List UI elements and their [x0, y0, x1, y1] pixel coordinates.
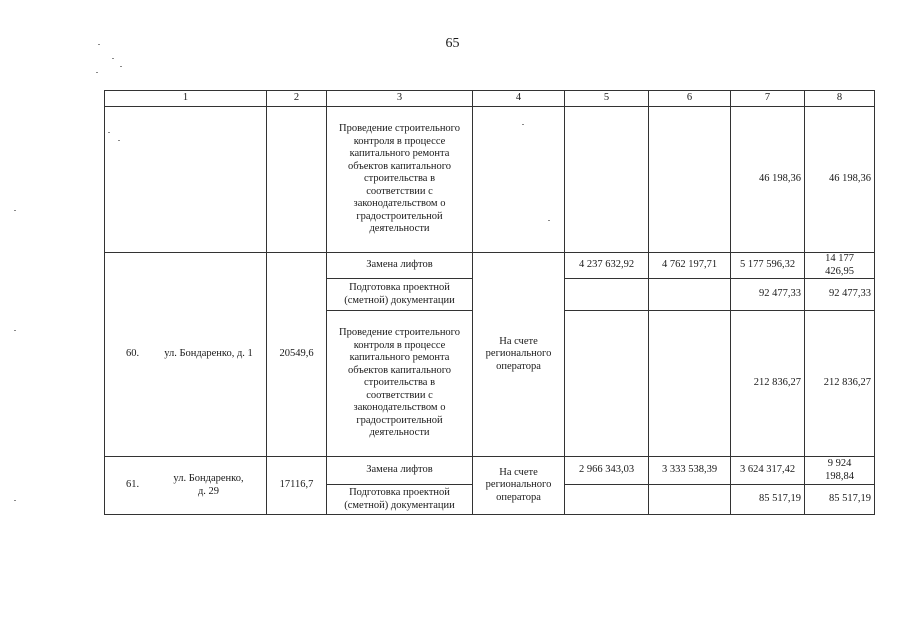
area-cell — [267, 107, 327, 253]
house-address: ул. Бондаренко, д. 1 — [164, 348, 253, 360]
scan-speck — [98, 44, 100, 45]
amount-cell — [565, 311, 649, 457]
scan-speck — [14, 500, 16, 501]
address-cell — [105, 107, 267, 253]
amount-cell: 3 333 538,39 — [649, 457, 731, 485]
work-type-cell: Замена лифтов — [327, 457, 473, 485]
amount-cell: 46 198,36 — [731, 107, 805, 253]
amount-cell: 9 924 198,84 — [805, 457, 875, 485]
header-cell: 5 — [565, 91, 649, 107]
header-row — [105, 91, 875, 107]
amount-cell: 4 237 632,92 — [565, 253, 649, 279]
amount-cell — [649, 279, 731, 311]
amount-cell: 3 624 317,42 — [731, 457, 805, 485]
scan-speck — [112, 58, 114, 59]
header-cell: 3 — [327, 91, 473, 107]
work-type-cell: Подготовка проектной (сметной) документации — [327, 485, 473, 515]
amount-cell: 212 836,27 — [805, 311, 875, 457]
amount-cell: 85 517,19 — [731, 485, 805, 515]
funding-cell: На счете регионального оператора — [473, 253, 565, 457]
house-number: 60. — [126, 348, 140, 360]
amount-cell: 85 517,19 — [805, 485, 875, 515]
work-type-cell: Замена лифтов — [327, 253, 473, 279]
amount-cell — [649, 107, 731, 253]
amount-cell — [565, 485, 649, 515]
table-row — [105, 253, 875, 279]
scan-speck — [120, 66, 122, 67]
header-cell: 8 — [805, 91, 875, 107]
area-cell: 17116,7 — [267, 457, 327, 515]
amount-cell: 92 477,33 — [805, 279, 875, 311]
funding-cell — [473, 107, 565, 253]
area-cell: 20549,6 — [267, 253, 327, 457]
work-type-cell: Подготовка проектной (сметной) документации — [327, 279, 473, 311]
table-row — [105, 107, 875, 253]
amount-cell — [565, 279, 649, 311]
amount-cell — [565, 107, 649, 253]
house-number: 61. — [126, 479, 140, 491]
header-cell: 2 — [267, 91, 327, 107]
scan-speck — [14, 210, 16, 211]
amount-cell: 14 177 426,95 — [805, 253, 875, 279]
scan-speck — [14, 330, 16, 331]
amount-cell: 5 177 596,32 — [731, 253, 805, 279]
address-cell — [105, 253, 267, 457]
page-number: 65 — [445, 36, 460, 51]
address-cell — [105, 457, 267, 515]
work-type-cell: Проведение строительного контроля в процессе капитального ремонта объектов капитального строительства в соответствии с законодательством о градостроительной деятельности — [327, 311, 473, 457]
repair-plan-table — [104, 90, 875, 515]
header-cell: 6 — [649, 91, 731, 107]
amount-cell: 46 198,36 — [805, 107, 875, 253]
scan-speck — [96, 72, 98, 73]
header-cell: 4 — [473, 91, 565, 107]
amount-cell — [649, 311, 731, 457]
table-row — [105, 457, 875, 485]
amount-cell: 2 966 343,03 — [565, 457, 649, 485]
amount-cell: 4 762 197,71 — [649, 253, 731, 279]
house-address: ул. Бондаренко, д. 29 — [173, 473, 244, 497]
funding-cell: На счете регионального оператора — [473, 457, 565, 515]
amount-cell — [649, 485, 731, 515]
amount-cell: 92 477,33 — [731, 279, 805, 311]
header-cell: 1 — [105, 91, 267, 107]
header-cell: 7 — [731, 91, 805, 107]
work-type-cell: Проведение строительного контроля в процессе капитального ремонта объектов капитального строительства в соответствии с законодательством о градостроительной деятельности — [327, 107, 473, 253]
amount-cell: 212 836,27 — [731, 311, 805, 457]
